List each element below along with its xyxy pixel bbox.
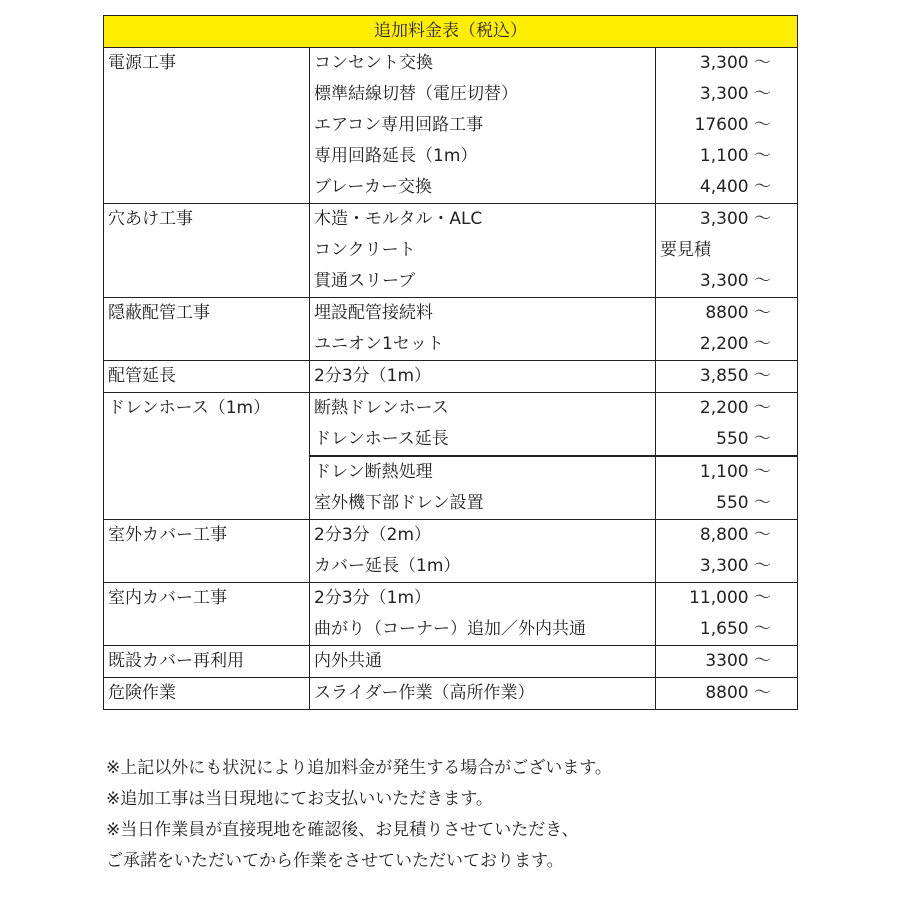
item-cell: 断熱ドレンホース <box>310 393 656 425</box>
item-cell: ブレーカー交換 <box>310 172 656 204</box>
note-line: ※追加工事は当日現地にてお支払いいただきます。 <box>106 789 493 809</box>
item-cell: コンセント交換 <box>310 48 656 80</box>
price-cell: 8800 ～ <box>656 298 798 330</box>
price-cell: 2,200 ～ <box>656 329 798 361</box>
table-title: 追加料金表（税込） <box>104 16 798 48</box>
table-title-row <box>104 16 798 48</box>
table-row <box>104 646 798 678</box>
category-cell: 穴あけ工事 <box>104 204 310 298</box>
table-row <box>104 204 798 236</box>
price-cell: 550 ～ <box>656 424 798 456</box>
item-cell: 標準結線切替（電圧切替） <box>310 79 656 110</box>
item-cell: 2分3分（1m） <box>310 583 656 615</box>
price-cell: 17600 ～ <box>656 110 798 141</box>
price-cell: 3,300 ～ <box>656 204 798 236</box>
price-cell: 1,100 ～ <box>656 456 798 488</box>
price-cell: 3,300 ～ <box>656 551 798 583</box>
price-cell: 11,000 ～ <box>656 583 798 615</box>
price-cell: 4,400 ～ <box>656 172 798 204</box>
category-cell: 隠蔽配管工事 <box>104 298 310 361</box>
item-cell: コンクリート <box>310 235 656 266</box>
price-cell: 8800 ～ <box>656 678 798 710</box>
table-row <box>104 678 798 710</box>
table-row <box>104 393 798 425</box>
table-row <box>104 583 798 615</box>
item-cell: スライダー作業（高所作業） <box>310 678 656 710</box>
price-cell: 3300 ～ <box>656 646 798 678</box>
notes <box>106 753 612 877</box>
price-cell: 2,200 ～ <box>656 393 798 425</box>
item-cell: 2分3分（1m） <box>310 361 656 393</box>
category-cell: 室外カバー工事 <box>104 520 310 583</box>
item-cell: 埋設配管接続料 <box>310 298 656 330</box>
price-cell: 8,800 ～ <box>656 520 798 552</box>
note-line: ※上記以外にも状況により追加料金が発生する場合がございます。 <box>106 758 612 778</box>
category-cell: 既設カバー再利用 <box>104 646 310 678</box>
price-table <box>103 15 798 710</box>
price-cell: 1,100 ～ <box>656 141 798 172</box>
table-row <box>104 361 798 393</box>
category-cell: 危険作業 <box>104 678 310 710</box>
table-row <box>104 48 798 80</box>
item-cell: 専用回路延長（1m） <box>310 141 656 172</box>
item-cell: 2分3分（2m） <box>310 520 656 552</box>
table-row <box>104 298 798 330</box>
price-cell: 3,850 ～ <box>656 361 798 393</box>
category-cell: 電源工事 <box>104 48 310 204</box>
category-cell: 室内カバー工事 <box>104 583 310 646</box>
price-cell: 要見積 <box>656 235 798 266</box>
price-cell: 1,650 ～ <box>656 614 798 646</box>
item-cell: 曲がり（コーナー）追加／外内共通 <box>310 614 656 646</box>
price-cell: 550 ～ <box>656 488 798 520</box>
item-cell: 木造・モルタル・ALC <box>310 204 656 236</box>
note-line: ご承諾をいただいてから作業をさせていただいております。 <box>106 851 564 871</box>
item-cell: ドレン断熱処理 <box>310 456 656 488</box>
item-cell: ドレンホース延長 <box>310 424 656 456</box>
item-cell: エアコン専用回路工事 <box>310 110 656 141</box>
table-row <box>104 520 798 552</box>
item-cell: 内外共通 <box>310 646 656 678</box>
item-cell: 貫通スリーブ <box>310 266 656 298</box>
item-cell: カバー延長（1m） <box>310 551 656 583</box>
item-cell: ユニオン1セット <box>310 329 656 361</box>
category-cell: 配管延長 <box>104 361 310 393</box>
price-cell: 3,300 ～ <box>656 48 798 80</box>
item-cell: 室外機下部ドレン設置 <box>310 488 656 520</box>
price-cell: 3,300 ～ <box>656 266 798 298</box>
note-line: ※当日作業員が直接現地を確認後、お見積りさせていただき、 <box>106 820 579 840</box>
price-cell: 3,300 ～ <box>656 79 798 110</box>
category-cell: ドレンホース（1m） <box>104 393 310 520</box>
